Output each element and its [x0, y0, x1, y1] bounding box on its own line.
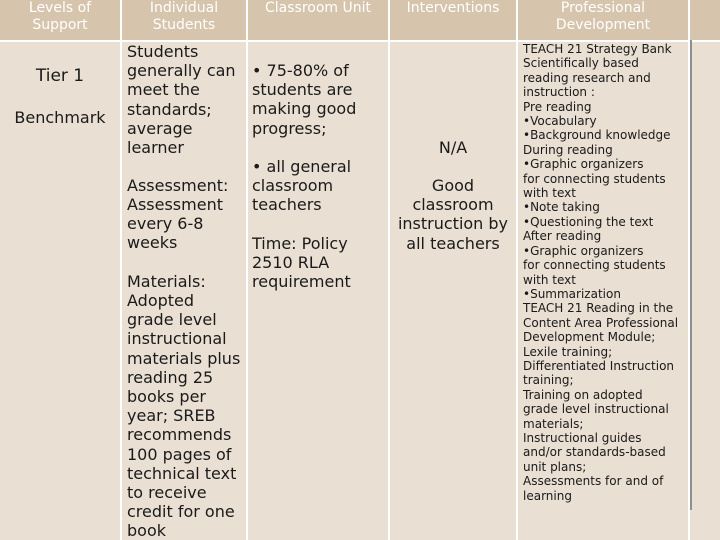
assessment-heading: Assessment: [127, 176, 229, 195]
column-levels [0, 0, 120, 540]
column-classroom-unit [248, 0, 388, 540]
header-divider [0, 40, 720, 42]
time-detail: Policy 2510 RLA requirement [252, 234, 351, 292]
right-strip [690, 0, 720, 540]
time-text [252, 234, 370, 292]
header-individual-students: Individual Students [122, 0, 246, 40]
materials-heading: Materials: [127, 272, 206, 291]
header-professional-development: Professional Development [518, 0, 688, 40]
pd-text: TEACH 21 Strategy Bank Scientifically based reading research and instruction : Pre reading •Vocabulary •Background knowledge During reading •Graphic organizers for connecting students with text •Note taking •Questioning the text After reading •Graphic organizers for connecting students with text •Summarization TEACH 21 Reading in the Content Area Professional Development Module; Lexile training; Differentiated Instruction training; Training on adopted grade level instructional materials; Instructional guides and/or standards-based unit plans; Assessments for and of learning [523, 42, 679, 503]
progress-text: • 75-80% of students are making good progress; [252, 61, 357, 138]
header-classroom-unit: Classroom Unit [248, 0, 388, 40]
column-students [122, 0, 246, 540]
materials-text: Adopted grade level instructional materials plus reading 25 books per year; SREB recommends 100 pages of technical text to receive credit for one book [127, 291, 241, 540]
header-levels-of-support: Levels of Support [0, 0, 120, 40]
scroll-edge [690, 40, 692, 510]
header-interventions: Interventions [390, 0, 516, 40]
benchmark-label: Benchmark [14, 108, 106, 127]
teachers-text: • all general classroom teachers [252, 157, 352, 215]
column-interventions [390, 0, 516, 540]
students-description: Students generally can meet the standards; average learner [127, 42, 236, 158]
right-strip-header [690, 0, 720, 40]
column-professional-development [518, 0, 688, 540]
interventions-text: Good classroom instruction by all teachers [397, 176, 509, 253]
assessment-text: Assessment every 6-8 weeks [127, 195, 223, 253]
interventions-na: N/A [438, 138, 468, 157]
tier-label: Tier 1 [35, 66, 85, 86]
time-heading: Time: [252, 234, 297, 253]
